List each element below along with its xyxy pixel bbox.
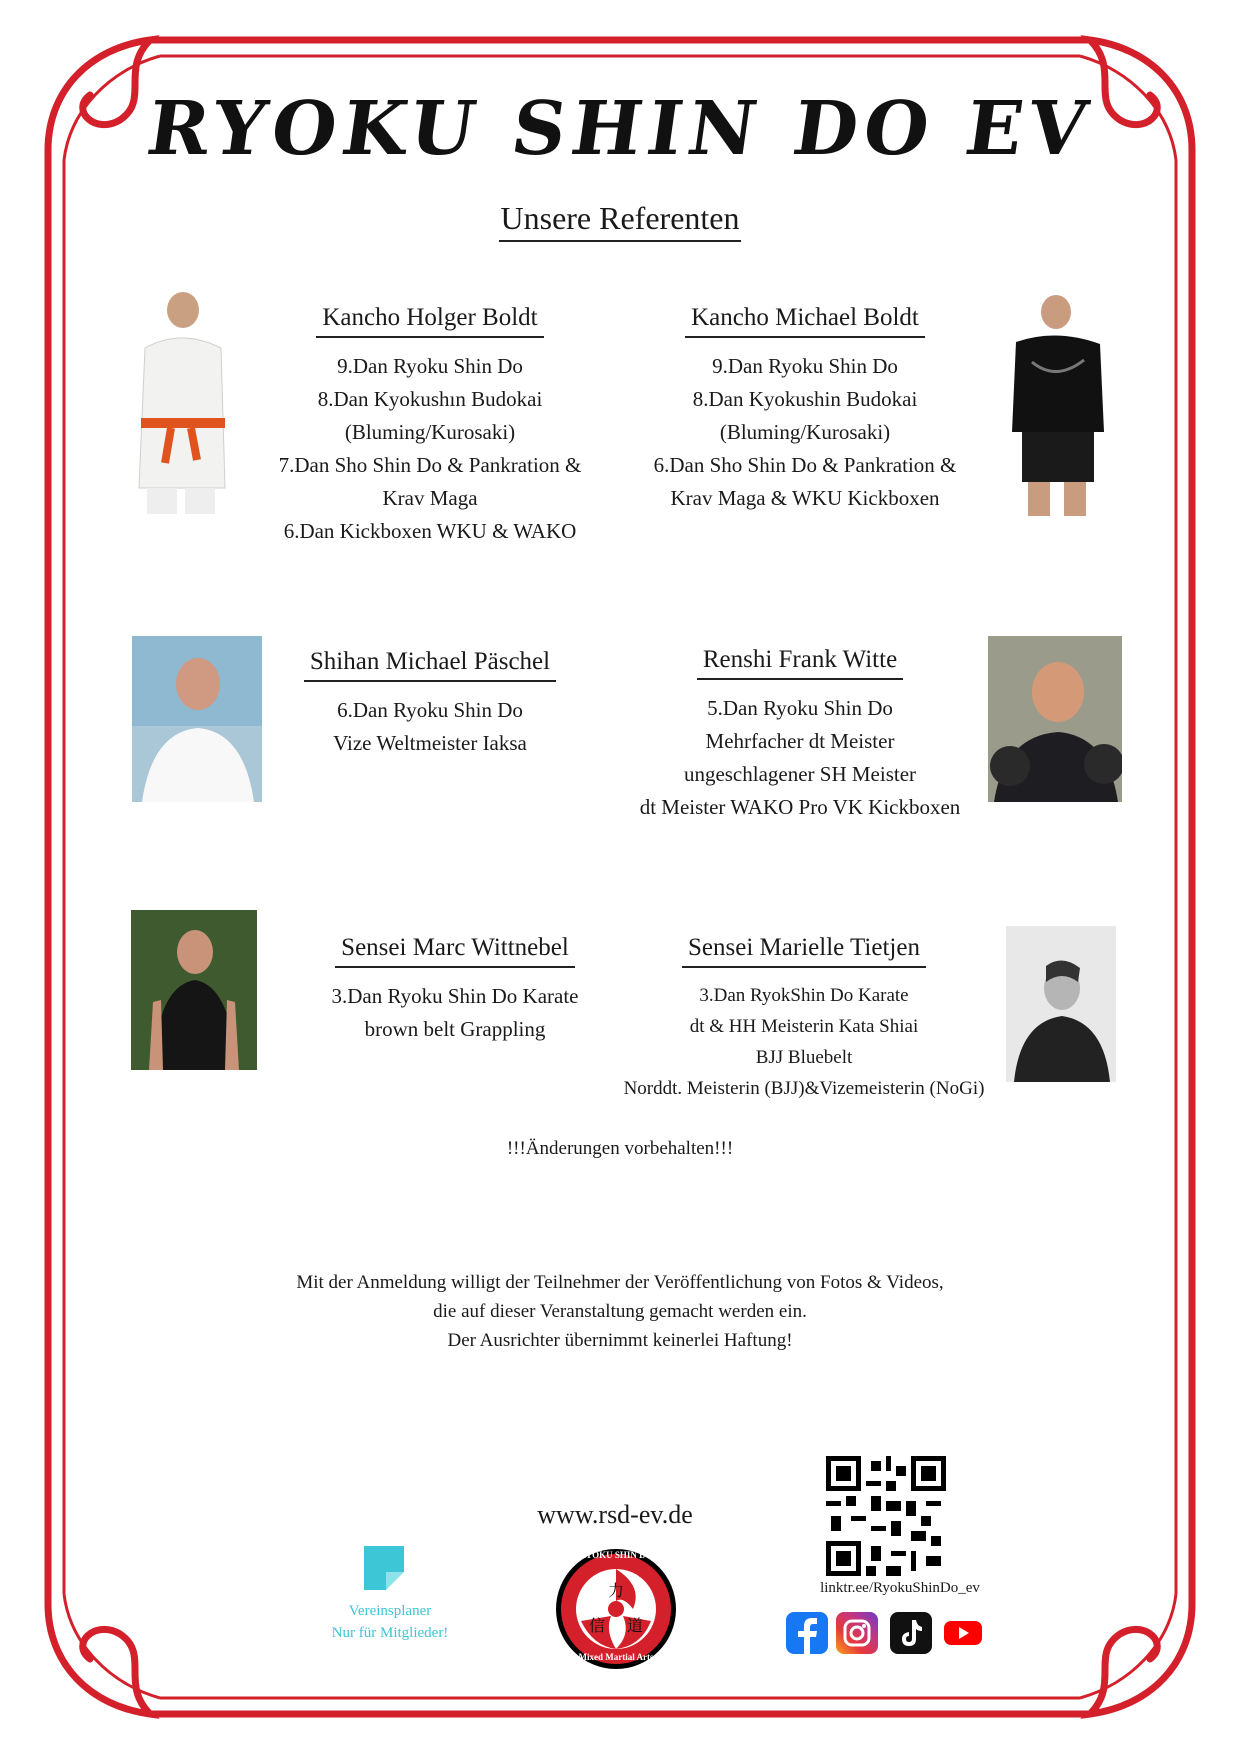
photo-michael-boldt: [1002, 292, 1114, 518]
referent-card: Kancho Michael Boldt 9.Dan Ryoku Shin Do 8.Dan Kyokushin Budokai (Bluming/Kurosaki) 6.Dan Sho Shin Do & Pankration & Krav Maga & WKU Kickboxen: [653, 304, 957, 510]
referent-name: Kancho Michael Boldt: [685, 304, 925, 338]
referent-name: Shihan Michael Päschel: [304, 648, 556, 682]
svg-text:信: 信: [588, 1616, 606, 1635]
vereinsplaner-caption: Vereinsplaner Nur für Mitglieder!: [331, 1603, 449, 1641]
photo-holger-boldt: [125, 288, 237, 516]
vereinsplaner-logo-icon[interactable]: [360, 1544, 410, 1594]
page-title: RYOKU SHIN DO EV: [141, 86, 1099, 172]
svg-text:力: 力: [607, 1581, 625, 1600]
svg-text:道: 道: [626, 1616, 644, 1635]
referent-card: Renshi Frank Witte 5.Dan Ryoku Shin Do Mehrfacher dt Meister ungeschlagener SH Meister dt Meister WAKO Pro VK Kickboxen: [639, 646, 961, 819]
photo-marielle-tietjen: [1006, 926, 1116, 1082]
referent-card: Kancho Holger Boldt 9.Dan Ryoku Shin Do 8.Dan Kyokushın Budokai (Bluming/Kurosaki) 7.Dan Sho Shin Do & Pankration & Krav Maga 6.Dan Kickboxen WKU & WAKO: [278, 304, 582, 543]
referent-card: Sensei Marielle Tietjen 3.Dan RyokShin Do Karate dt & HH Meisterin Kata Shiai BJJ Bluebelt Norddt. Meisterin (BJJ)&Vizemeisterin (NoGi): [623, 934, 985, 1099]
website-link[interactable]: www.rsd-ev.de: [537, 1500, 693, 1529]
tiktok-icon[interactable]: [890, 1612, 932, 1654]
referent-name: Sensei Marielle Tietjen: [682, 934, 926, 968]
facebook-icon[interactable]: [786, 1612, 828, 1654]
club-logo-text-top: RYOKU SHIN DO: [579, 1550, 653, 1560]
linktree-url[interactable]: linktr.ee/RyokuShinDo_ev: [820, 1580, 980, 1596]
referent-name: Renshi Frank Witte: [697, 646, 903, 680]
referent-name: Kancho Holger Boldt: [316, 304, 543, 338]
photo-marc-wittnebel: [131, 910, 257, 1070]
photo-frank-witte: [988, 636, 1122, 802]
referent-card: Sensei Marc Wittnebel 3.Dan Ryoku Shin Do Karate brown belt Grappling: [331, 934, 579, 1041]
instagram-icon[interactable]: [836, 1612, 878, 1654]
referent-name: Sensei Marc Wittnebel: [335, 934, 575, 968]
youtube-icon[interactable]: [942, 1612, 984, 1654]
disclaimer: Mit der Anmeldung willigt der Teilnehmer der Veröffentlichung von Fotos & Videos, die auf dieser Veranstaltung gemacht werden ein. Der Ausrichter übernimmt keinerlei Haftung!: [296, 1272, 944, 1351]
section-heading: Unsere Referenten: [0, 200, 1240, 237]
photo-michael-paeschel: [132, 636, 262, 802]
referent-card: Shihan Michael Päschel 6.Dan Ryoku Shin Do Vize Weltmeister Iaksa: [280, 648, 580, 760]
qr-code[interactable]: [826, 1456, 946, 1576]
changes-notice: !!!Änderungen vorbehalten!!!: [506, 1138, 734, 1159]
club-logo-text-bottom: Mixed Martial Arts: [578, 1652, 654, 1662]
